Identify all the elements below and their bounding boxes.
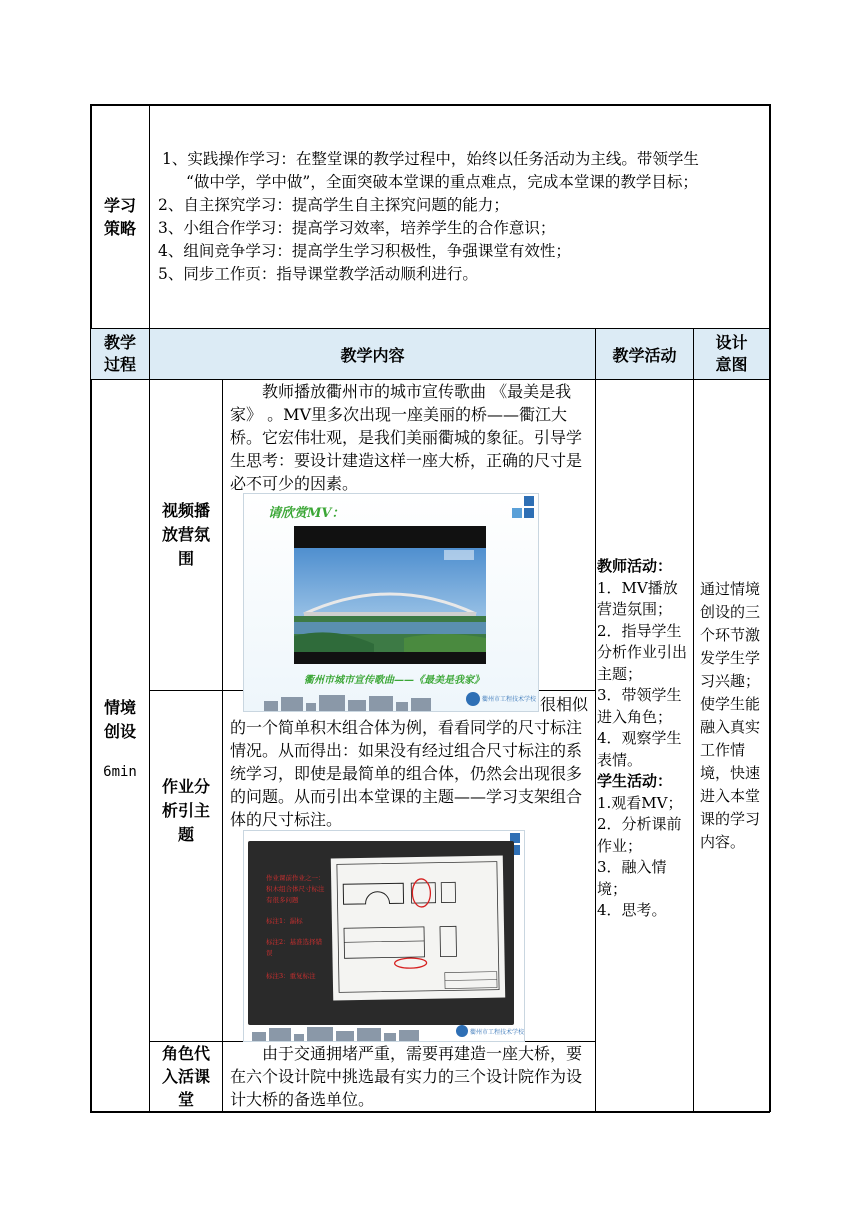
student-activity-title: 学生活动： — [597, 772, 673, 790]
slide-note: 标注3：重复标注 — [266, 972, 316, 980]
slide-note: 作业课前作业之一： — [266, 874, 325, 882]
bridge-video-frame — [294, 526, 486, 664]
student-activity-item: 4．思考。 — [597, 901, 667, 919]
slide-caption: 衢州市城市宣传歌曲——《最美是我家》 — [304, 675, 484, 686]
school-name: 衢州市工程技术学校 — [470, 1029, 525, 1036]
row-label-role: 角色代入活课堂 — [161, 1044, 210, 1109]
row-text-video: 教师播放衢州市的城市宣传歌曲 《最美是我家》 。MV里多次出现一座美丽的桥——衢江大桥。它宏伟壮观，是我们美丽衢城的象征。引导学生思考：要设计建造这样一座大桥，正确的尺寸是必不可少的因素。 — [230, 382, 583, 493]
stage-time: 6min — [103, 764, 137, 780]
teacher-activity-item: 4．观察学生表情。 — [597, 729, 682, 769]
mv-slide-image — [243, 493, 539, 712]
header-content: 教学内容 — [340, 345, 405, 365]
strategy-item: 2、自主探究学习：提高学生自主探究问题的能力； — [158, 196, 509, 214]
header-intent: 设计意图 — [715, 333, 748, 374]
bridge-photo — [294, 526, 486, 664]
slide-note: 标注1：漏标 — [266, 917, 303, 925]
technical-drawing — [331, 856, 505, 1001]
slide-note: 积木组合体尺寸标注有很多问题 — [266, 885, 325, 904]
row-text-role: 由于交通拥堵严重，需要再建造一座大桥，要在六个设计院中挑选最有实力的三个设计院作为设计大桥的备选单位。 — [230, 1044, 583, 1109]
row-text-homework: 很相似的一个简单积木组合体为例，看看同学的尺寸标注情况。从而得出：如果没有经过组合尺寸标注的系统学习，即使是最简单的组合体，仍然会出现很多的问题。从而引出本堂课的主题——学习支架组合体的尺寸标注。 — [230, 695, 589, 829]
strategy-list — [158, 148, 766, 286]
strategy-header: 学习策略 — [103, 195, 136, 238]
col-divider-activity — [595, 329, 596, 1112]
school-name: 衢州市工程技术学校 — [482, 696, 537, 703]
strategy-item: 3、小组合作学习：提高学习效率，培养学生的合作意识； — [158, 219, 556, 237]
drawing-paper — [331, 856, 505, 1001]
col-divider-strategy — [149, 104, 150, 329]
slide-title: 请欣赏MV： — [268, 506, 345, 521]
strategy-item: 4、组间竞争学习：提高学生学习积极性，争强课堂有效性； — [158, 242, 571, 260]
slide-note: 标注2：基准选择错误 — [266, 938, 323, 957]
campus-buildings-strip — [252, 1023, 442, 1039]
school-logo-icon — [456, 1025, 468, 1037]
slide-notes — [266, 873, 328, 982]
intent-text: 通过情境创设的三个环节激发学生学习兴趣；使学生能融入真实工作情境，快速进入本堂课的学习内容。 — [700, 580, 761, 851]
row-label-homework: 作业分析引主题 — [161, 777, 210, 844]
teacher-activity-title: 教师活动： — [597, 557, 673, 575]
header-process: 教学过程 — [103, 333, 136, 374]
strategy-item: 5、同步工作页：指导课堂教学活动顺利进行。 — [158, 265, 478, 283]
slide-corner-squares — [512, 496, 536, 520]
student-activity-item: 1.观看MV； — [597, 793, 683, 812]
table-border-top — [90, 104, 770, 106]
row-label-video: 视频播放营氛围 — [161, 501, 210, 568]
strategy-item: 1、实践操作学习：在整堂课的教学过程中，始终以任务活动为主线。带领学生 — [162, 150, 699, 168]
header-activity: 教学活动 — [612, 345, 677, 365]
col-divider-intent — [693, 329, 694, 1112]
table-border-bottom — [90, 1111, 770, 1113]
col-divider-label — [222, 380, 223, 1112]
table-border-right — [769, 104, 771, 1112]
homework-slide-image — [243, 830, 525, 1042]
activity-column — [597, 556, 691, 922]
student-activity-item: 2．分析课前作业； — [597, 815, 682, 855]
teacher-activity-item: 1．MV播放营造氛围； — [597, 578, 678, 618]
strategy-item: “做中学，学中做”，全面突破本堂课的重点难点，完成本堂课的教学目标； — [186, 173, 698, 191]
teacher-activity-item: 3．带领学生进入角色； — [597, 686, 682, 726]
teacher-activity-item: 2．指导学生分析作业引出主题； — [597, 621, 688, 683]
student-activity-item: 3．融入情境； — [597, 858, 667, 898]
stage-name: 情境创设 — [103, 698, 136, 741]
